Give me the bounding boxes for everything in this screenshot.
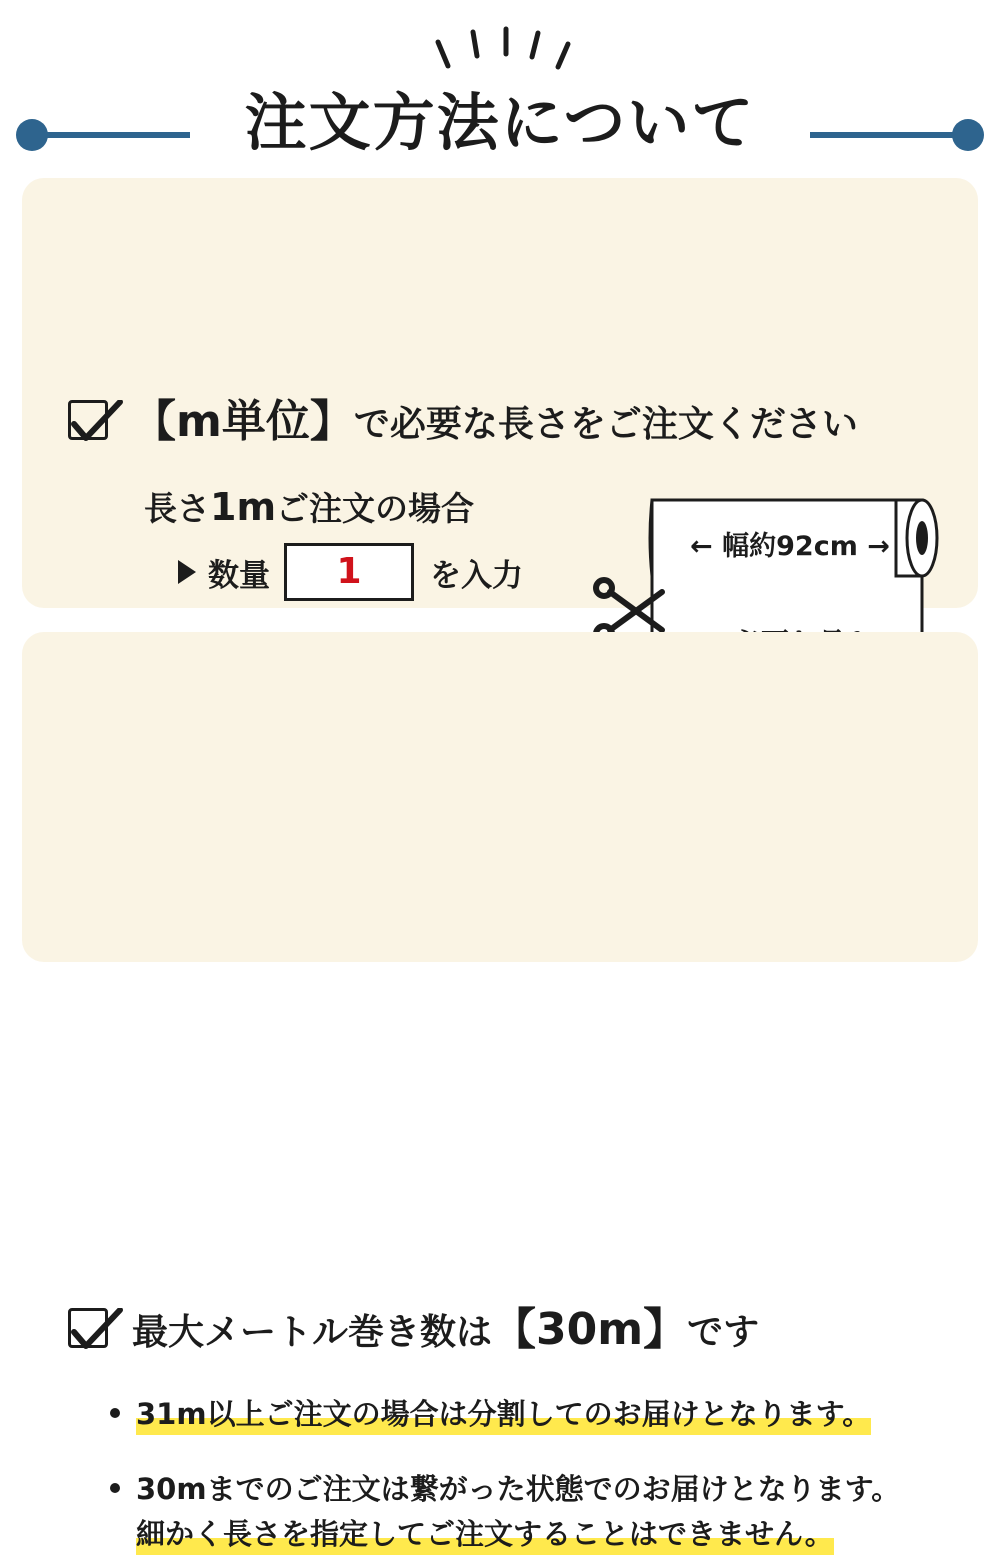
section-one-heading-strong: 【m単位】 xyxy=(132,396,354,447)
section-two-heading xyxy=(132,1304,760,1355)
quantity-word-1: 数量 xyxy=(208,557,270,594)
order-case-label-1: 長さ1mご注文の場合 xyxy=(144,485,475,529)
quantity-value-1: 1 xyxy=(336,551,362,592)
check-mark-icon-2 xyxy=(68,1308,128,1354)
quantity-after-1: を入力 xyxy=(430,557,523,594)
section-two-heading-post: です xyxy=(687,1312,760,1353)
sparkle-icon xyxy=(432,26,572,76)
bullet-dot-icon-1 xyxy=(110,1408,120,1418)
section-two-heading-strong: 【30m】 xyxy=(492,1304,688,1355)
bullet-text-2-line1: 30mまでのご注文は繋がった状態でのお届けとなります。 xyxy=(136,1472,901,1506)
section-max-length xyxy=(22,632,978,1551)
section-order-unit xyxy=(22,178,978,608)
page-title: 注文方法について xyxy=(244,86,756,159)
bullet-dot-icon-2 xyxy=(110,1483,120,1493)
quantity-input-1[interactable] xyxy=(284,543,414,601)
bullet-text-2 xyxy=(136,1467,900,1557)
triangle-bullet-icon-1 xyxy=(178,560,196,584)
bullet-text-1: 31m以上ご注文の場合は分割してのお届けとなります。 xyxy=(136,1392,871,1437)
list-item xyxy=(110,1467,900,1557)
quantity-row-1 xyxy=(178,543,523,601)
bullet-text-2-line2: 細かく長さを指定してご注文することはできません。 xyxy=(136,1512,834,1557)
section-one-heading xyxy=(132,396,858,447)
list-item xyxy=(110,1392,871,1437)
page-header xyxy=(0,20,1000,160)
roll-width-label: ← 幅約92cm → xyxy=(690,531,890,562)
section-two-heading-pre: 最大メートル巻き数は xyxy=(132,1312,493,1353)
section-one-heading-rest: で必要な長さをご注文ください xyxy=(353,404,858,445)
check-mark-icon-1 xyxy=(68,400,128,446)
